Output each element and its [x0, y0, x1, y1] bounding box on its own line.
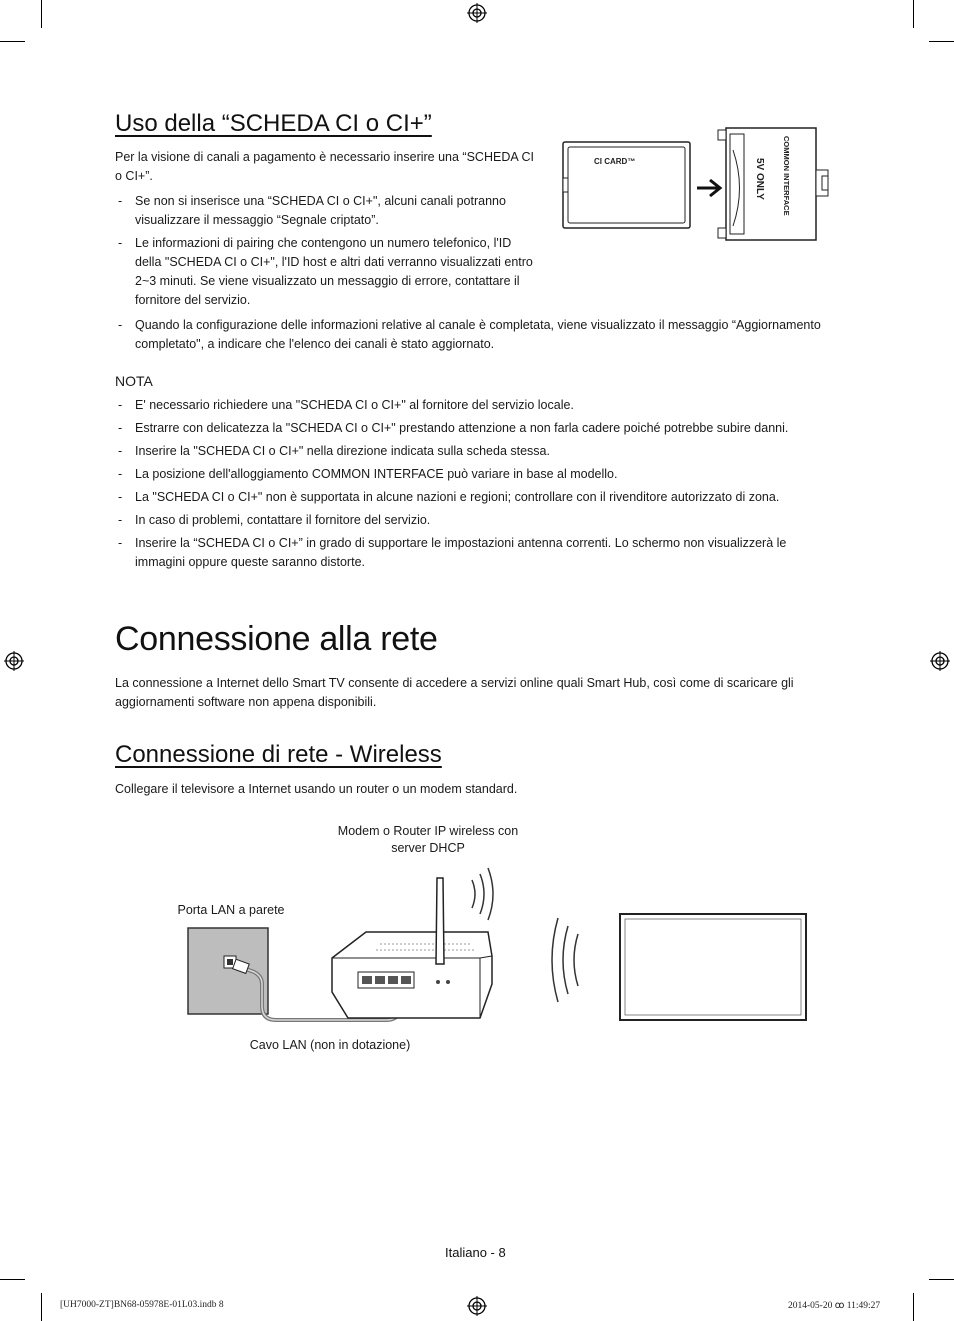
footer-timestamp: 2014-05-20 ꝏ 11:49:27	[788, 1301, 881, 1311]
router-label: Modem o Router IP wireless con server DHCP	[337, 824, 519, 855]
network-section-title: Connessione alla rete	[115, 620, 438, 658]
ci-intro: Per la visione di canali a pagamento è necessario inserire una “SCHEDA CI o CI+”.	[115, 150, 534, 183]
list-item: - La "SCHEDA CI o CI+" non è supportata in alcune nazioni e regioni; controllare con il rivenditore autorizzato di zona.	[118, 490, 780, 504]
crop-mark	[929, 1279, 954, 1280]
ci-card-diagram	[560, 120, 850, 250]
tv-icon	[620, 914, 806, 1020]
crop-mark	[41, 1293, 42, 1321]
footer-file-info: [UH7000-ZT]BN68-05978E-01L03.indb 8	[60, 1300, 224, 1310]
tv-wifi-waves-icon	[552, 918, 578, 1002]
list-item: - Quando la configurazione delle informazioni relative al canale è completata, viene visualizzato il messaggio “Aggiornamento completato", a indicare che l'elenco dei canali è stato aggiornato.	[118, 318, 821, 351]
slot-label-5v-only: 5V ONLY	[754, 158, 765, 200]
registration-mark-icon	[4, 651, 24, 671]
ci-bullet-list-wide	[115, 316, 825, 358]
ci-bullet-list	[115, 192, 535, 314]
ci-card	[563, 142, 690, 228]
lan-cable-label: Cavo LAN (non in dotazione)	[249, 1038, 411, 1052]
list-item-text: Quando la configurazione delle informazioni relative al canale è completata, viene visualizzato il messaggio “Aggiornamento completato", a indicare che l'elenco dei canali è stato aggiornato.	[135, 318, 821, 351]
list-item: - Estrarre con delicatezza la "SCHEDA CI o CI+" prestando attenzione a non farla cadere poiché potrebbe subire danni.	[118, 421, 789, 435]
list-item-text: E' necessario richiedere una "SCHEDA CI o CI+" al fornitore del servizio locale.	[135, 398, 574, 412]
list-item: - Inserire la “SCHEDA CI o CI+” in grado di supportare le impostazioni antenna correnti. Lo schermo non visualizzerà le immagini oppure queste saranno distorte.	[118, 536, 787, 569]
list-item-text: In caso di problemi, contattare il fornitore del servizio.	[135, 513, 431, 527]
insert-arrow-icon	[697, 180, 720, 196]
list-item: - E' necessario richiedere una "SCHEDA CI o CI+" al fornitore del servizio locale.	[118, 398, 574, 412]
list-item: - In caso di problemi, contattare il fornitore del servizio.	[118, 513, 431, 527]
list-item-text: Le informazioni di pairing che contengono un numero telefonico, l'ID della "SCHEDA CI o CI+", l'ID host e altri dati verranno visualizzati entro 2~3 minuti. Se viene visualizzato un messaggio di errore, contattare il fornitore del servizio.	[135, 236, 533, 307]
registration-mark-icon	[930, 651, 950, 671]
ci-slot	[718, 128, 828, 240]
ci-section-title: Uso della “SCHEDA CI o CI+”	[115, 110, 432, 137]
list-item-text: La posizione dell'alloggiamento COMMON INTERFACE può variare in base al modello.	[135, 467, 618, 481]
crop-mark	[0, 1279, 25, 1280]
list-item: - Se non si inserisce una “SCHEDA CI o CI+", alcuni canali potranno visualizzare il messaggio “Segnale criptato”.	[118, 194, 506, 227]
list-item-text: Inserire la “SCHEDA CI o CI+” in grado di supportare le impostazioni antenna correnti. Lo schermo non visualizzerà le immagini oppure queste saranno distorte.	[135, 536, 787, 569]
list-item-text: Se non si inserisce una “SCHEDA CI o CI+", alcuni canali potranno visualizzare il messaggio “Segnale criptato”.	[135, 194, 506, 227]
registration-mark-icon	[467, 1296, 487, 1316]
list-item-text: La "SCHEDA CI o CI+" non è supportata in alcune nazioni e regioni; controllare con il rivenditore autorizzato di zona.	[135, 490, 780, 504]
registration-mark-icon	[467, 3, 487, 23]
crop-mark	[0, 41, 25, 42]
crop-mark	[929, 41, 954, 42]
wireless-intro: Collegare il televisore a Internet usando un router o un modem standard.	[115, 782, 518, 796]
wireless-section-title: Connessione di rete - Wireless	[115, 741, 442, 768]
slot-label-common-interface: COMMON INTERFACE	[782, 136, 791, 216]
network-intro: La connessione a Internet dello Smart TV consente di accedere a servizi online quali Smart Hub, così come di scaricare gli aggiornamenti software non appena disponibili.	[115, 676, 794, 709]
router-icon	[332, 878, 492, 1018]
list-item: - La posizione dell'alloggiamento COMMON INTERFACE può variare in base al modello.	[118, 467, 618, 481]
router-wifi-waves-icon	[472, 868, 493, 920]
crop-mark	[913, 1293, 914, 1321]
list-item: - Le informazioni di pairing che contengono un numero telefonico, l'ID della "SCHEDA CI o CI+", l'ID host e altri dati verranno visualizzati entro 2~3 minuti. Se viene visualizzato un messaggio di errore, contattare il fornitore del servizio.	[118, 236, 533, 307]
page-number: Italiano - 8	[445, 1245, 506, 1260]
list-item-text: Inserire la "SCHEDA CI o CI+" nella direzione indicata sulla scheda stessa.	[135, 444, 550, 458]
nota-heading: NOTA	[115, 373, 153, 389]
list-item-text: Estrarre con delicatezza la "SCHEDA CI o CI+" prestando attenzione a non farla cadere poiché potrebbe subire danni.	[135, 421, 789, 435]
list-item: - Inserire la "SCHEDA CI o CI+" nella direzione indicata sulla scheda stessa.	[118, 444, 550, 458]
ci-card-label: CI CARD™	[594, 157, 636, 166]
crop-mark	[41, 0, 42, 28]
wall-port-label: Porta LAN a parete	[177, 903, 285, 917]
crop-mark	[913, 0, 914, 28]
wireless-network-diagram	[180, 860, 810, 1035]
nota-bullet-list	[115, 396, 825, 576]
